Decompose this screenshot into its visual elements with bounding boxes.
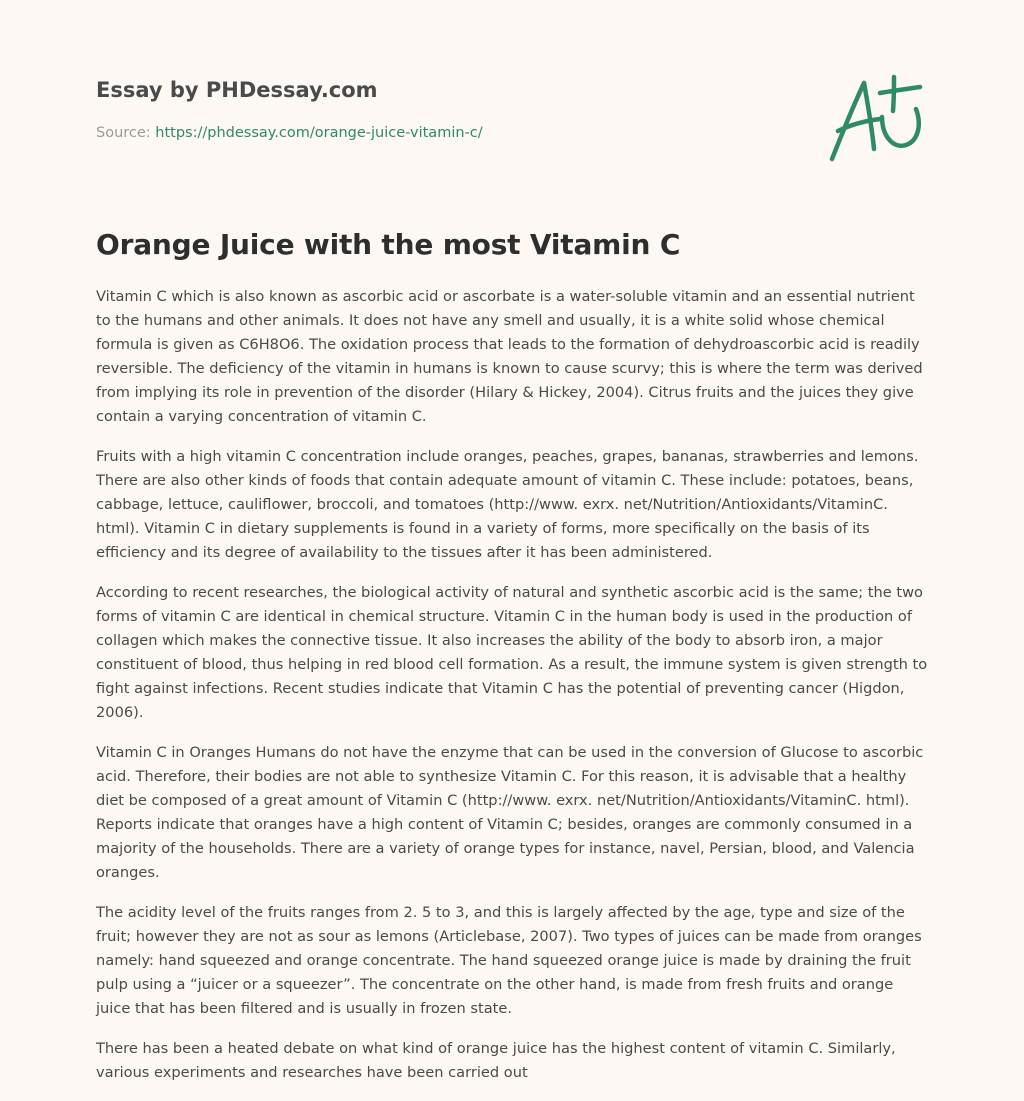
paragraph: There has been a heated debate on what kind of orange juice has the highest content of vitamin C. Similarly, various experiments and researches have been carried out (96, 1040, 896, 1081)
paragraph: Fruits with a high vitamin C concentration include oranges, peaches, grapes, bananas, strawberries and lemons. There are also other kinds of foods that contain adequate amount of vitamin C. These include: potatoes, beans, cabbage, lettuce, cauliflower, broccoli, and tomatoes (http://www. exrx. net/Nutrition/Antioxidants/VitaminC. html). Vitamin C in dietary supplements is found in a variety of forms, more specifically on the basis of its efficiency and its degree of availability to the tissues after it has been administered. (96, 448, 919, 561)
paragraph: Vitamin C in Oranges Humans do not have the enzyme that can be used in the conversion of Glucose to ascorbic acid. Therefore, their bodies are not able to synthesize Vitamin C. For this reason, it is advisable that a healthy diet be composed of a great amount of Vitamin C (http://www. exrx. net/Nutrition/Antioxidants/VitaminC. html). Reports indicate that oranges have a high content of Vitamin C; besides, oranges are commonly consumed in a majority of the households. There are a variety of orange types for instance, navel, Persian, blood, and Valencia oranges. (96, 744, 924, 881)
a-plus-logo-icon (824, 69, 928, 165)
essay-title: Orange Juice with the most Vitamin C (96, 228, 681, 261)
paragraph: The acidity level of the fruits ranges from 2. 5 to 3, and this is largely affected by the age, type and size of the fruit; however they are not as sour as lemons (Articlebase, 2007). Two types of juices can be made from oranges namely: hand squeezed and orange concentrate. The hand squeezed orange juice is made by draining the fruit pulp using a “juicer or a squeezer”. The concentrate on the other hand, is made from fresh fruits and orange juice that has been filtered and is usually in frozen state. (96, 904, 922, 1017)
brand-name: Essay by PHDessay.com (96, 78, 378, 102)
source-label: Source: (96, 125, 156, 141)
essay-body (96, 285, 932, 1101)
paragraph: Vitamin C which is also known as ascorbic acid or ascorbate is a water-soluble vitamin and an essential nutrient to the humans and other animals. It does not have any smell and usually, it is a white solid whose chemical formula is given as C6H8O6. The oxidation process that leads to the formation of dehydroascorbic acid is readily reversible. The deficiency of the vitamin in humans is known to cause scurvy; this is where the term was derived from implying its role in prevention of the disorder (Hilary & Hickey, 2004). Citrus fruits and the juices they give contain a varying concentration of vitamin C. (96, 288, 923, 425)
source-line (96, 123, 483, 143)
paragraph: According to recent researches, the biological activity of natural and synthetic ascorbic acid is the same; the two forms of vitamin C are identical in chemical structure. Vitamin C in the human body is used in the production of collagen which makes the connective tissue. It also increases the ability of the body to absorb iron, a major constituent of blood, thus helping in red blood cell formation. As a result, the immune system is given strength to fight against infections. Recent studies indicate that Vitamin C has the potential of preventing cancer (Higdon, 2006). (96, 584, 928, 721)
source-link[interactable]: https://phdessay.com/orange-juice-vitamin-c/ (155, 125, 483, 141)
page-header (96, 75, 928, 195)
